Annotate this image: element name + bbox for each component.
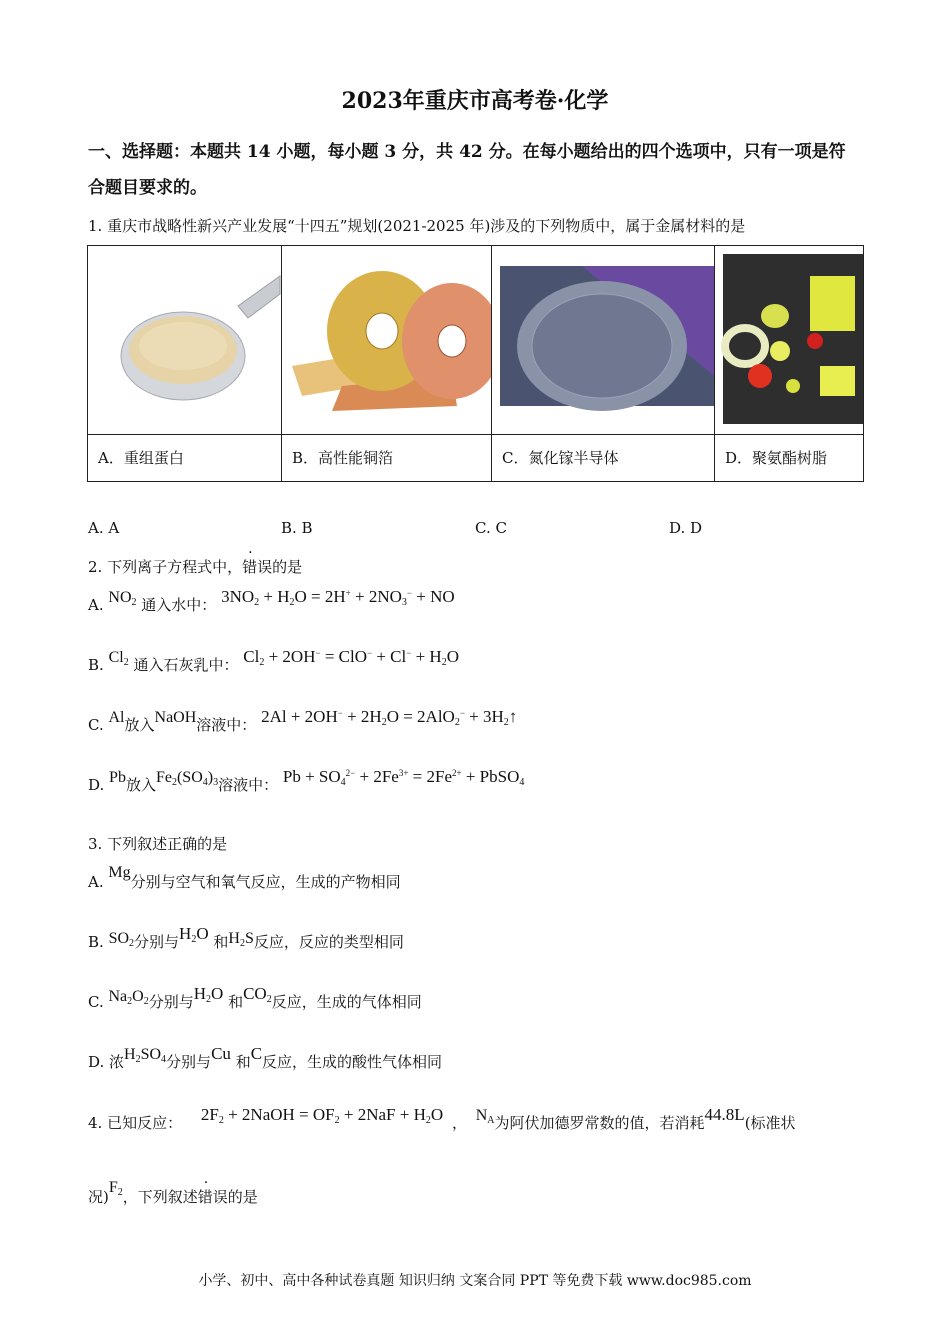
q1-option-d[interactable]: D. D <box>669 519 703 537</box>
q2-option-d[interactable]: D. Pb放入$Fe_2(SO_4)_3$溶液中： $Pb + SO_4^{2-} + 2Fe^{3+} = 2Fe^{2+}$ + PbSO$_4$ <box>88 767 525 794</box>
q4-stem-line2: 况)$F_2$，下列叙述错误的是 <box>88 1179 258 1206</box>
q2-option-b[interactable]: B. $Cl_2$ 通入石灰乳中： $Cl_2 + 2OH^- = ClO^- + Cl^- + H_2O$ <box>88 647 459 674</box>
q4-stem-line1: 4. 已知反应： $2F_2$ + 2NaOH = $OF_2 + 2NaF + H_2O$ ， $N_A$为阿伏加德罗常数的值，若消耗44.8L(标准状 <box>88 1105 796 1132</box>
q1-caption-d: D．聚氨酯树脂 <box>715 435 864 482</box>
q1-option-a[interactable]: A. A <box>88 519 120 537</box>
copper-foil-image <box>282 246 491 434</box>
wafer-image <box>492 246 714 434</box>
q2-option-a[interactable]: A. $NO_2$ 通入水中： $3NO_2 + H_2O = 2H^+ + 2NO_3^-$ + NO <box>88 587 455 614</box>
q1-option-c[interactable]: C. C <box>475 519 507 537</box>
q2-equation-d: $Pb + SO_4^{2-} + 2Fe^{3+} = 2Fe^{2+}$ + PbSO$_4$ <box>282 767 525 788</box>
q2-option-c[interactable]: C. Al放入NaOH溶液中： $2Al + 2OH^- + 2H_2O = 2AlO_2^-$ + $3H_2↑$ <box>88 707 518 734</box>
emphasis-text: 错误 <box>242 558 273 576</box>
q1-image-table <box>87 245 864 482</box>
q1-caption-b: B．高性能铜箔 <box>282 435 492 482</box>
powder-spoon-image <box>88 246 281 434</box>
q3-option-a[interactable]: A. Mg分别与空气和氧气反应，生成的产物相同 <box>88 864 401 891</box>
q1-caption-a: A．重组蛋白 <box>88 435 282 482</box>
q4-equation: $2F_2$ + 2NaOH = $OF_2 + 2NaF + H_2O$ <box>200 1105 444 1126</box>
emphasis-text: 错误 <box>197 1188 228 1206</box>
section-heading: 一、选择题：本题共 14 小题，每小题 3 分，共 42 分。在每小题给出的四个选项中，只有一项是符合题目要求的。 <box>88 142 846 198</box>
page-footer: 小学、初中、高中各种试卷真题 知识归纳 文案合同 PPT 等免费下载 www.doc985.com <box>198 1273 752 1289</box>
q2-stem: 2. 下列离子方程式中，错误的是 <box>88 558 303 576</box>
q1-stem: 1. 重庆市战略性新兴产业发展“十四五”规划(2021-2025 年)涉及的下列物质中，属于金属材料的是 <box>88 217 746 235</box>
q1-caption-c: C．氮化镓半导体 <box>492 435 715 482</box>
q3-stem: 3. 下列叙述正确的是 <box>88 835 228 853</box>
q2-equation-b: $Cl_2 + 2OH^- = ClO^- + Cl^- + H_2O$ <box>243 647 459 668</box>
q2-equation-c: $2Al + 2OH^- + 2H_2O = 2AlO_2^-$ + $3H_2↑$ <box>261 707 518 728</box>
q3-option-d[interactable]: D. 浓$H_2SO_4$分别与Cu 和C反应，生成的酸性气体相同 <box>88 1044 443 1071</box>
resin-parts-image <box>715 246 863 434</box>
q3-option-b[interactable]: B. $SO_2$分别与$H_2O$ 和$H_2S$反应，反应的类型相同 <box>88 924 404 951</box>
q1-option-b[interactable]: B. B <box>281 519 313 537</box>
q2-equation-a: $3NO_2 + H_2O = 2H^+ + 2NO_3^-$ + NO <box>221 587 455 608</box>
page-title: 2023年重庆市高考卷·化学 <box>341 88 609 114</box>
q3-option-c[interactable]: C. $Na_2O_2$分别与$H_2O$ 和$CO_2$反应，生成的气体相同 <box>88 984 422 1011</box>
